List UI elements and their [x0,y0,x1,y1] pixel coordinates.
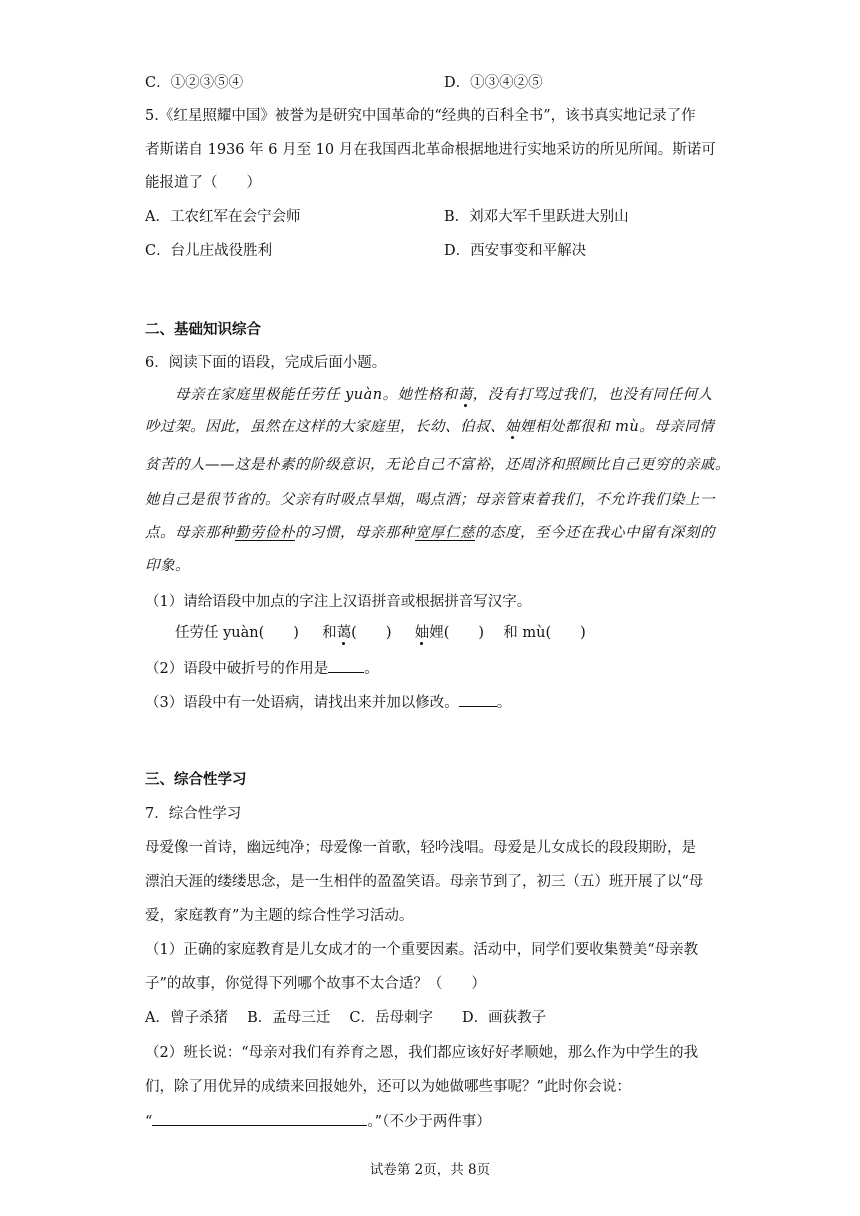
item-text: 和 [322,625,337,641]
section-heading-3: 三、综合性学习 [145,772,247,788]
q5-option-b: B．刘邓大军千里跃进大别山 [444,209,629,225]
q5-stem-line3: 能报道了（ ） [145,175,261,191]
q5-stem-line1: 5.《红星照耀中国》被誉为是研究中国革命的“经典的百科全书”，该书真实地记录了作 [145,108,696,124]
passage-text: 的态度，至今还在我心中留有深刻的 [475,525,715,541]
q6-passage-line5 [145,523,715,543]
q5-option-d: D．西安事变和平解决 [444,243,587,259]
q6-sub1-items [175,623,586,643]
q5-option-a: A．工农红军在会宁会师 [145,209,301,225]
q7-sub2-line3 [145,1111,491,1132]
dotted-char: 妯 [414,625,430,641]
q7-sub1-line2: 子”的故事，你觉得下列哪个故事不太合适？（ ） [145,976,486,992]
q6-passage-line1 [175,385,713,405]
answer-blank[interactable] [328,658,364,673]
q4-option-d: D．①③④②⑤ [444,75,543,91]
question-text: “ [145,1114,153,1130]
passage-text: 娌相处都很和 mù。母亲同情 [520,419,715,435]
passage-text: 的习惯，母亲那种 [295,525,415,541]
q7-intro-line1: 母爱像一首诗，幽远纯净；母爱像一首歌，轻吟浅唱。母爱是儿女成长的段段期盼，是 [145,840,696,856]
question-text: 。 [364,661,379,677]
q7-intro-line3: 爱，家庭教育”为主题的综合性学习活动。 [145,908,414,924]
q7-sub1-options: A．曾子杀猪 B．孟母三迁 C．岳母刺字 D．画荻教子 [145,1010,547,1026]
pinyin-item-b [322,625,391,641]
dotted-char: 蔼 [457,387,473,403]
underlined-phrase: 宽厚仁慈 [415,525,475,541]
dotted-char: 妯 [505,419,520,435]
page-footer: 试卷第 2页，共 8页 [369,1162,491,1178]
dotted-char: 蔼 [336,625,352,641]
item-text: 娌( ) [429,625,485,641]
q6-passage-line3: 贫苦的人——这是朴素的阶级意识，无论自己不富裕，还周济和照顾比自己更穷的亲戚。 [145,457,730,473]
passage-text: 母亲在家庭里极能任劳任 yuàn。她性格和 [175,387,458,403]
question-text: （3）语段中有一处语病，请找出来并加以修改。 [145,695,459,711]
q6-stem: 6．阅读下面的语段，完成后面小题。 [145,355,387,371]
question-text: （2）语段中破折号的作用是 [145,661,329,677]
passage-text: ，没有打骂过我们，也没有同任何人 [472,387,713,403]
q6-passage-line4: 她自己是很节省的。父亲有时吸点旱烟，喝点酒；母亲管束着我们，不允许我们染上一 [145,492,715,508]
section-heading-2: 二、基础知识综合 [145,322,261,338]
q7-stem: 7．综合性学习 [145,806,242,822]
pinyin-item-a: 任劳任 yuàn( ) [175,625,299,641]
passage-text: 吵过架。因此，虽然在这样的大家庭里，长幼、伯叔、 [145,419,505,435]
q7-intro-line2: 漂泊天涯的缕缕思念，是一生相伴的盈盈笑语。母亲节到了，初三（五）班开展了以“母 [145,874,704,890]
q6-subquestion-1: （1）请给语段中加点的字注上汉语拼音或根据拼音写汉字。 [145,594,532,610]
q5-option-c: C．台儿庄战役胜利 [145,243,273,259]
question-text: 。”（不少于两件事） [367,1114,491,1130]
item-text: ( ) [351,625,392,641]
q6-subquestion-2 [145,658,379,679]
q7-sub2-line2: 们，除了用优异的成绩来回报她外，还可以为她做哪些事呢？”此时你会说： [145,1079,631,1095]
q6-passage-line6: 印象。 [145,558,190,574]
pinyin-item-c [415,625,484,641]
q7-sub1-line1: （1）正确的家庭教育是儿女成才的一个重要因素。活动中，同学们要收集赞美“母亲教 [145,942,699,958]
q5-stem-line2: 者斯诺自 1936 年 6 月至 10 月在我国西北革命根据地进行实地采访的所见所闻。斯诺可 [145,142,716,158]
underlined-phrase: 勤劳俭朴 [235,525,295,541]
question-text: 。 [496,695,512,711]
pinyin-item-d: 和 mù( ) [503,625,586,641]
answer-blank[interactable] [459,692,497,707]
answer-blank[interactable] [152,1111,367,1126]
q4-option-c: C．①②③⑤④ [145,75,244,91]
q6-passage-line2 [145,417,714,437]
q6-subquestion-3 [145,692,511,713]
passage-text: 点。母亲那种 [145,525,235,541]
q7-sub2-line1: （2）班长说：“母亲对我们有养育之恩，我们都应该好好孝顺她，那么作为中学生的我 [145,1045,699,1061]
